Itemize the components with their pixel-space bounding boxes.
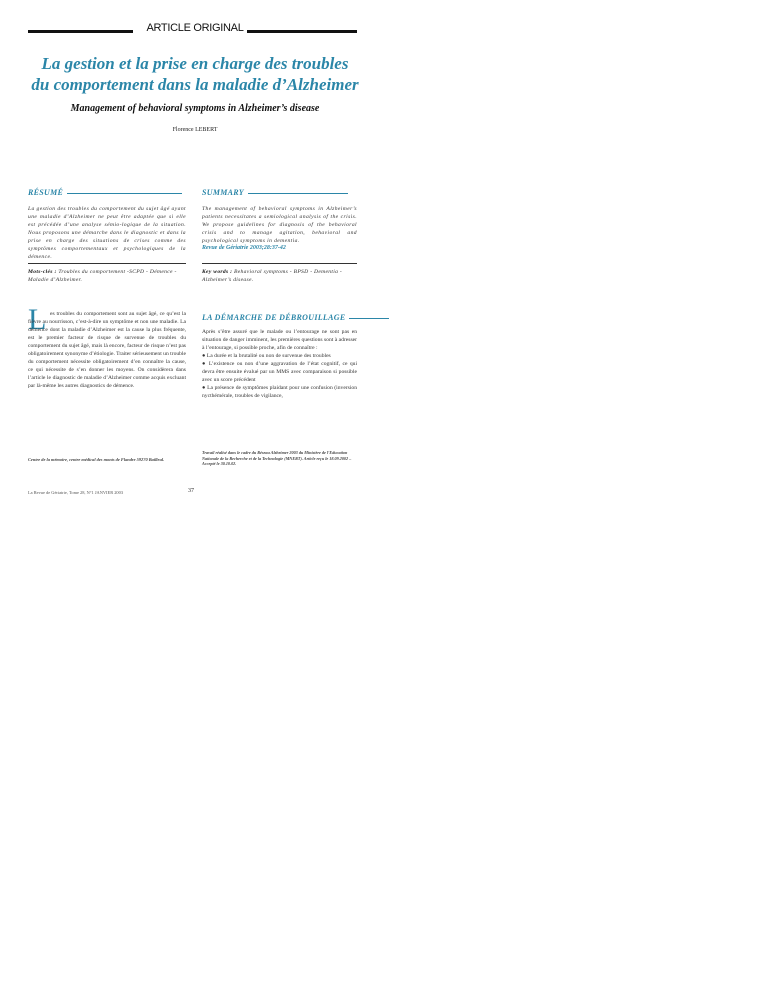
resume-heading-rule: [67, 193, 182, 194]
resume-keywords-text: Troubles du comportement -SCPD - Démence - Maladie d’Alzheimer.: [28, 269, 177, 283]
resume-keywords-label: Mots-clés :: [28, 269, 57, 275]
summary-heading-label: SUMMARY: [202, 188, 244, 197]
summary-keywords-label: Key words :: [202, 269, 233, 275]
section-heading: [202, 313, 389, 322]
journal-footer: La Revue de Gériatrie, Tome 28, N°1 JANVIER 2003: [28, 490, 124, 495]
article-type-header: [0, 18, 390, 36]
drop-cap: L: [28, 303, 47, 336]
author-affiliation: Centre de la mémoire, centre médical des monts de Flandre 59270 Bailleul.: [28, 457, 165, 462]
journal-citation: Revue de Gériatrie 2003;28:37-42: [202, 245, 286, 251]
article-title: [0, 53, 390, 95]
article-type-label: ARTICLE ORIGINAL: [146, 22, 244, 34]
bullet-text: L’existence ou non d’une aggravation de l’état cognitif, ce qui devra être ensuite évalué par un MMS avec comparaison si possible avec un score précédent: [202, 361, 357, 383]
summary-keywords: [202, 268, 357, 284]
intro-paragraph: es troubles du comportement sont au sujet âgé, ce qu’est la fièvre au nourrisson, c’est-à-dire un symptôme et non une maladie. La démence dont la maladie d’Alzheimer est la cause la plus fréquente, est le premier facteur de risque de survenue de troubles du comportement du sujet âgé, mais là encore, facteur de risque n’est pas obligatoirement synonyme d’étiologie. Traiter sérieusement un trouble du comportement nécessite obligatoirement d’en connaître la cause, ce qui nécessite de s’en donner les moyens. On considèrera dans l’article le diagnostic de maladie d’Alzheimer comme acquis excluant par là-même les autres diagnostics de démence.: [28, 311, 186, 389]
section-heading-rule: [349, 318, 389, 319]
article-note: Travail réalisé dans le cadre du Réseau Alzheimer 2003 du Ministère de l’Education Nationale de la Recherche et de la Technologie (MNERT). Article reçu le 18.09.2002 – Accepté le 30.10.02.: [202, 450, 352, 466]
summary-heading-rule: [248, 193, 348, 194]
section-intro-paragraph: Après s’être assuré que le malade ou l’entourage ne sont pas en situation de danger imminent, les premières questions sont à adresser à l’entourage, si possible proche, afin de connaître :: [202, 329, 357, 351]
bullet-text: La durée et la brutalité ou non de survenue des troubles: [206, 353, 331, 359]
bullet-text: La présence de symptômes plaidant pour une confusion (inversion nycthémérale, troubles de vigilance,: [202, 385, 357, 399]
header-rule-left: [28, 30, 133, 33]
summary-heading: [202, 188, 348, 197]
page-number: 37: [188, 488, 194, 494]
author-name: Florence LEBERT: [172, 127, 218, 133]
title-line-1: La gestion et la prise en charge des troubles: [41, 54, 349, 73]
header-rule-right: [247, 30, 357, 33]
summary-text: The management of behavioral symptoms in Alzheimer’s patients necessitates a semiological analysis of the crisis. We propose guidelines for diagnosis of the behavioral crisis and to manage agitation, behavioral and psychological symptoms in dementia.: [202, 206, 357, 244]
summary-keywords-text: Behavioral symptoms - BPSD - Dementia - Alzheimer’s disease.: [202, 269, 343, 283]
section-heading-label: LA DÉMARCHE DE DÉBROUILLAGE: [202, 313, 346, 322]
resume-heading: [28, 188, 182, 197]
resume-heading-label: RÉSUMÉ: [28, 188, 64, 197]
summary-divider: [202, 263, 357, 264]
article-subtitle: Management of behavioral symptoms in Alzheimer’s disease: [70, 103, 320, 114]
bullet-item: ● La présence de symptômes plaidant pour une confusion (inversion nycthémérale, troubles de vigilance,: [202, 385, 357, 399]
resume-divider: [28, 263, 186, 264]
resume-text: La gestion des troubles du comportement du sujet âgé ayant une maladie d’Alzheimer ne peut être adaptée que si elle est précédée d’une analyse sémio-logique de la situation. Nous proposons une démarche dans le diagnostic et dans la prise en charge des situations de crises comme des symptômes comportementaux et psychologiques de la démence.: [28, 206, 186, 260]
bullet-item: ● La durée et la brutalité ou non de survenue des troubles: [202, 353, 331, 359]
bullet-item: ● L’existence ou non d’une aggravation de l’état cognitif, ce qui devra être ensuite évalué par un MMS avec comparaison si possible avec un score précédent: [202, 361, 357, 383]
section-body: [202, 328, 357, 400]
title-line-2: du comportement dans la maladie d’Alzheimer: [31, 75, 359, 94]
resume-keywords: [28, 268, 186, 284]
